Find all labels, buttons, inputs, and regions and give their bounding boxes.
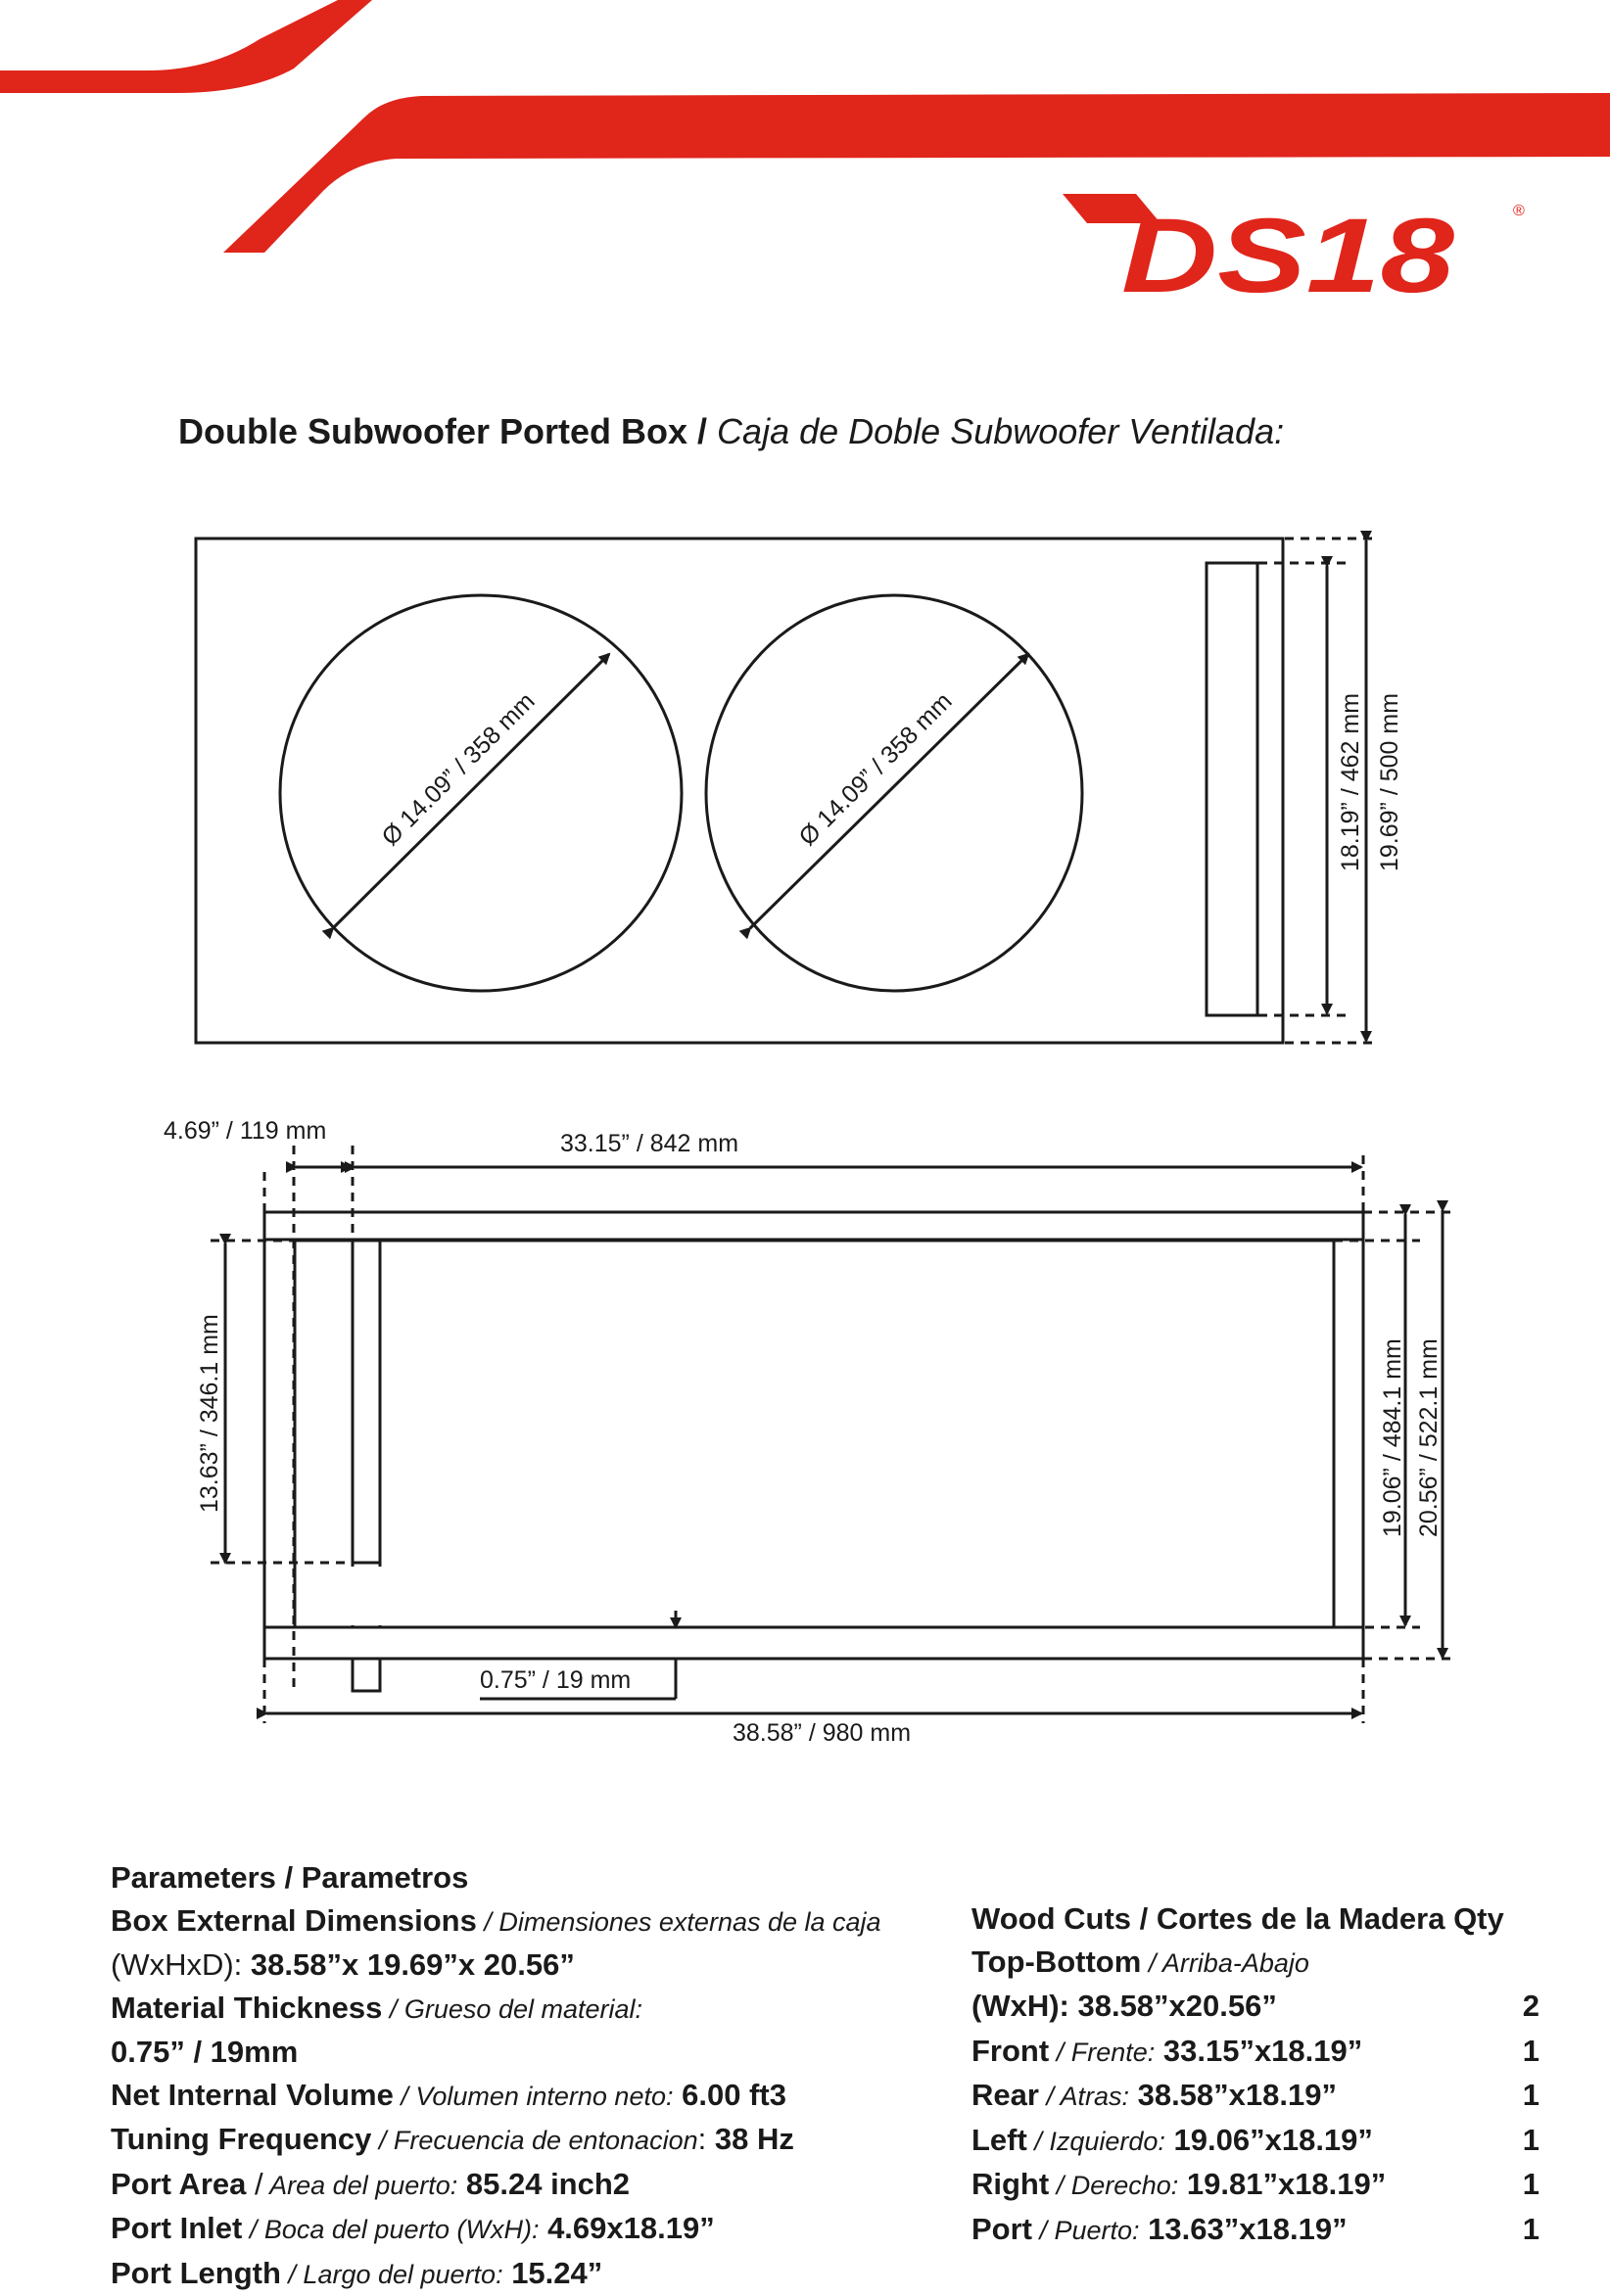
hole-right-dimension-arrow <box>750 654 1028 928</box>
cut-row-top-bottom-size: (WxH): 38.58”x20.56” 2 <box>971 1985 1539 2030</box>
outer-width-label: 38.58” / 980 mm <box>733 1719 911 1747</box>
parameters-section <box>111 1856 881 2296</box>
inner-height-label: 18.19” / 462 mm <box>1337 693 1364 871</box>
outer-depth-label: 20.56” / 522.1 mm <box>1415 1338 1443 1537</box>
box-outer-walls <box>264 1212 1363 1659</box>
param-row-material-thickness-value: 0.75” / 19mm <box>111 2031 881 2074</box>
inner-width-label: 33.15” / 842 mm <box>560 1130 738 1157</box>
param-row-material-thickness: Material Thickness / Grueso del material: <box>111 1987 881 2032</box>
cut-row-rear: Rear / Atras: 38.58”x18.19” 1 <box>971 2074 1539 2119</box>
sub-hole-left <box>280 595 682 991</box>
registered-mark: ® <box>1513 203 1525 219</box>
front-wall-strip <box>264 1212 1363 1240</box>
cut-row-top-bottom: Top-Bottom / Arriba-Abajo <box>971 1941 1539 1986</box>
cut-row-right: Right / Derecho: 19.81”x18.19” 1 <box>971 2163 1539 2208</box>
cut-row-port: Port / Puerto: 13.63”x18.19” 1 <box>971 2208 1539 2253</box>
inner-depth-label: 19.06” / 484.1 mm <box>1379 1338 1406 1537</box>
thickness-label: 0.75” / 19 mm <box>480 1666 631 1694</box>
outer-height-label: 19.69” / 500 mm <box>1376 693 1403 871</box>
param-row-port-area: Port Area / Area del puerto: 85.24 inch2 <box>111 2163 881 2208</box>
box-inner-chamber <box>295 1241 1334 1627</box>
port-divider-cover <box>351 1567 384 1625</box>
param-row-net-volume: Net Internal Volume / Volumen interno neto: 6.00 ft3 <box>111 2074 881 2119</box>
parameters-heading: Parameters / Parametros <box>111 1856 881 1899</box>
port-length-label: 13.63” / 346.1 mm <box>196 1314 223 1513</box>
param-row-tuning-frequency: Tuning Frequency / Frecuencia de entonacion: 38 Hz <box>111 2118 881 2163</box>
cut-row-left: Left / Izquierdo: 19.06”x18.19” 1 <box>971 2119 1539 2164</box>
hole-right-label: Ø 14.09” / 358 mm <box>793 687 957 851</box>
param-row-port-inlet: Port Inlet / Boca del puerto (WxH): 4.69x18.19” <box>111 2207 881 2252</box>
red-swoosh-top <box>0 0 372 93</box>
hole-left-dimension-arrow <box>333 654 609 928</box>
box-front-panel <box>196 539 1283 1043</box>
param-row-box-dimensions: Box External Dimensions / Dimensiones externas de la caja <box>111 1899 881 1945</box>
port-slot <box>1207 563 1257 1015</box>
param-row-box-dimensions-value: (WxHxD): 38.58”x 19.69”x 20.56” <box>111 1944 881 1987</box>
cut-row-front: Front / Frente: 33.15”x18.19” 1 <box>971 2030 1539 2075</box>
param-row-port-length: Port Length / Largo del puerto: 15.24” <box>111 2252 881 2296</box>
ds18-logo <box>1063 194 1533 302</box>
top-view-diagram <box>0 1106 1610 1753</box>
port-width-label: 4.69” / 119 mm <box>164 1117 326 1145</box>
title-es: Caja de Doble Subwoofer Ventilada: <box>717 411 1284 451</box>
front-view-diagram <box>0 519 1610 1067</box>
title-en: Double Subwoofer Ported Box / <box>178 411 707 451</box>
logo-text: DS18 <box>1121 196 1454 302</box>
back-wall-strip <box>264 1627 1363 1659</box>
hole-left-label: Ø 14.09” / 358 mm <box>376 687 540 851</box>
wood-cuts-heading: Wood Cuts / Cortes de la Madera Qty <box>971 1898 1539 1941</box>
wood-cuts-section <box>971 1898 1539 2252</box>
page-title <box>178 411 1284 452</box>
